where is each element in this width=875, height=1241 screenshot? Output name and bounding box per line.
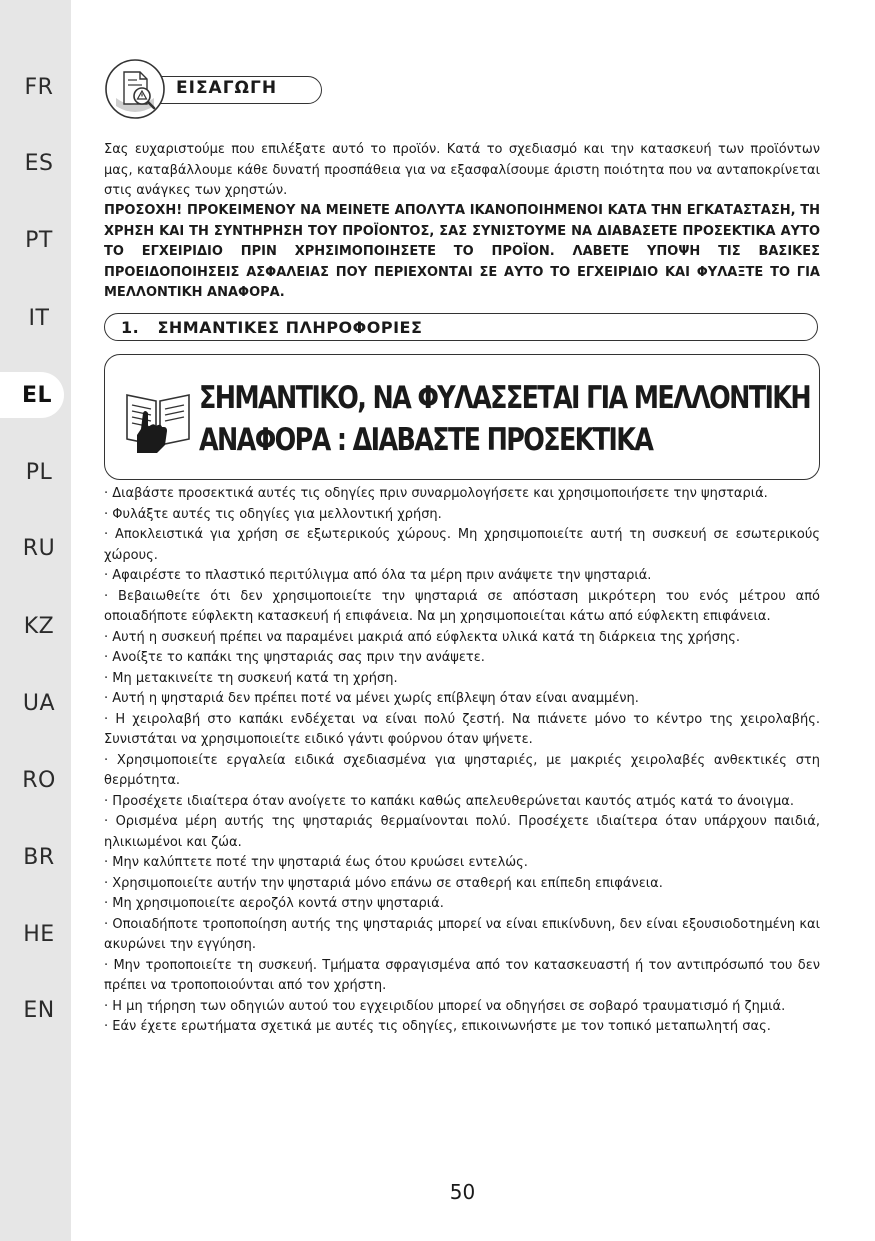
list-item: · Αποκλειστικά για χρήση σε εξωτερικούς χώρους. Μη χρησιμοποιείτε αυτή τη συσκευή σε εσωτερικούς χώρους. <box>104 527 820 563</box>
lang-tab-br[interactable]: BR <box>23 844 55 870</box>
section-number: 1. <box>121 318 140 337</box>
list-item: · Οποιαδήποτε τροποποίηση αυτής της ψησταριάς μπορεί να είναι επικίνδυνη, δεν είναι εξουσιοδοτημένη και ακυρώνει την εγγύηση. <box>104 916 820 952</box>
lang-tab-el-active[interactable]: EL <box>0 372 64 418</box>
section-heading <box>104 313 818 341</box>
intro-paragraph: Σας ευχαριστούμε που επιλέξατε αυτό το προϊόν. Κατά το σχεδιασμό και την κατασκευή των προϊόντων μας, καταβάλλουμε κάθε δυνατή προσπάθεια για να εξασφαλίσουμε άριστη ποιότητα που να ανταποκρίνεται στις ανάγκες των χρηστών. <box>104 142 820 198</box>
language-sidebar <box>0 0 71 1241</box>
lang-tab-ro[interactable]: RO <box>22 767 56 793</box>
intro-header <box>104 58 324 120</box>
lang-tab-he[interactable]: HE <box>23 921 55 947</box>
lang-tab-fr[interactable]: FR <box>24 74 54 100</box>
list-item: · Ανοίξτε το καπάκι της ψησταριάς σας πριν την ανάψετε. <box>104 650 485 665</box>
lang-tab-ru[interactable]: RU <box>22 535 56 561</box>
lang-tab-it[interactable]: IT <box>28 305 50 331</box>
list-item: · Μην καλύπτετε ποτέ την ψησταριά έως ότου κρυώσει εντελώς. <box>104 855 528 870</box>
list-item: · Η μη τήρηση των οδηγιών αυτού του εγχειριδίου μπορεί να οδηγήσει σε σοβαρό τραυματισμό ή ζημιά. <box>104 998 786 1014</box>
safety-instructions-list <box>104 484 820 1038</box>
list-item: · Ορισμένα μέρη αυτής της ψησταριάς θερμαίνονται πολύ. Προσέχετε ιδιαίτερα όταν υπάρχουν παιδιά, ηλικιωμένοι και ζώα. <box>104 814 820 850</box>
list-item: · Αυτή η συσκευή πρέπει να παραμένει μακριά από εύφλεκτα υλικά κατά τη διάρκεια της χρήσης. <box>104 629 740 645</box>
list-item: · Μην τροποποιείτε τη συσκευή. Τμήματα σφραγισμένα από τον κατασκευαστή ή τον αντιπρόσωπό του δεν πρέπει να τροποποιούνται από τον χρήστη. <box>104 957 820 993</box>
section-title <box>121 318 422 337</box>
list-item: · Χρησιμοποιείτε αυτήν την ψησταριά μόνο επάνω σε σταθερή και επίπεδη επιφάνεια. <box>104 875 663 891</box>
section-label: ΣΗΜΑΝΤΙΚΕΣ ΠΛΗΡΟΦΟΡΙΕΣ <box>157 318 423 337</box>
lang-tab-es[interactable]: ES <box>24 150 54 176</box>
list-item: · Εάν έχετε ερωτήματα σχετικά με αυτές τις οδηγίες, επικοινωνήστε με τον τοπικό μεταπωλητή σας. <box>104 1019 771 1034</box>
document-warning-icon <box>104 58 166 120</box>
important-notice-box <box>104 354 820 480</box>
lang-tab-pt[interactable]: PT <box>25 227 53 253</box>
read-manual-icon <box>123 383 193 453</box>
important-notice-text <box>199 377 810 461</box>
page-number: 50 <box>449 1180 476 1204</box>
lang-tab-pl[interactable]: PL <box>25 459 53 485</box>
list-item: · Μη μετακινείτε τη συσκευή κατά τη χρήση. <box>104 670 398 686</box>
lang-tab-ua[interactable]: UA <box>22 690 56 716</box>
list-item: · Προσέχετε ιδιαίτερα όταν ανοίγετε το καπάκι καθώς απελευθερώνεται καυτός ατμός κατά το άνοιγμα. <box>104 793 794 809</box>
list-item: · Φυλάξτε αυτές τις οδηγίες για μελλοντική χρήση. <box>104 506 442 522</box>
important-notice-line-1: ΣΗΜΑΝΤΙΚΟ, ΝΑ ΦΥΛΑΣΣΕΤΑΙ ΓΙΑ ΜΕΛΛΟΝΤΙΚΗ <box>199 380 810 416</box>
list-item: · Χρησιμοποιείτε εργαλεία ειδικά σχεδιασμένα για ψησταριές, με μακριές χειρολαβές ανθεκτικές στη θερμότητα. <box>104 752 820 788</box>
lang-tab-en[interactable]: EN <box>23 997 55 1023</box>
lang-tab-kz[interactable]: KZ <box>23 613 55 639</box>
list-item: · Η χειρολαβή στο καπάκι ενδέχεται να είναι πολύ ζεστή. Να πιάνετε μόνο το κέντρο της χειρολαβής. Συνιστάται να χρησιμοποιείτε ειδικό γάντι φούρνου όταν ψήνετε. <box>104 711 820 747</box>
list-item: · Διαβάστε προσεκτικά αυτές τις οδηγίες πριν συναρμολογήσετε και χρησιμοποιήσετε την ψησταριά. <box>104 486 768 501</box>
list-item: · Βεβαιωθείτε ότι δεν χρησιμοποιείτε την ψησταριά σε απόσταση μικρότερη του ενός μέτρου από οποιαδήποτε εύφλεκτη κατασκευή ή επιφάνεια. Να μη χρησιμοποιείται κάτω από εύφλεκτη επιφάνεια. <box>104 588 820 624</box>
list-item: · Μη χρησιμοποιείτε αεροζόλ κοντά στην ψησταριά. <box>104 896 444 911</box>
intro-title: ΕΙΣΑΓΩΓΗ <box>176 78 278 98</box>
important-notice-line-2: ΑΝΑΦΟΡΑ : ΔΙΑΒΑΣΤΕ ΠΡΟΣΕΚΤΙΚΑ <box>199 422 653 458</box>
intro-warning-paragraph: ΠΡΟΣΟΧΗ! ΠΡΟΚΕΙΜΕΝΟΥ ΝΑ ΜΕΙΝΕΤΕ ΑΠΟΛΥΤΑ ΙΚΑΝΟΠΟΙΗΜΕΝΟΙ ΚΑΤΑ ΤΗΝ ΕΓΚΑΤΑΣΤΑΣΗ, ΤΗ ΧΡΗΣΗ ΚΑΙ ΤΗ ΣΥΝΤΗΡΗΣΗ ΤΟΥ ΠΡΟΪΟΝΤΟΣ, ΣΑΣ ΣΥΝΙΣΤΟΥΜΕ ΝΑ ΔΙΑΒΑΣΕΤΕ ΠΡΟΣΕΚΤΙΚΑ ΑΥΤΟ ΤΟ ΕΓΧΕΙΡΙΔΙΟ ΠΡΙΝ ΧΡΗΣΙΜΟΠΟΙΗΣΕΤΕ ΤΟ ΠΡΟΪΟΝ. ΛΑΒΕΤΕ ΥΠΟΨΗ ΤΙΣ ΒΑΣΙΚΕΣ ΠΡΟΕΙΔΟΠΟΙΗΣΕΙΣ ΑΣΦΑΛΕΙΑΣ ΠΟΥ ΠΕΡΙΕΧΟΝΤΑΙ ΣΕ ΑΥΤΟ ΤΟ ΕΓΧΕΙΡΙΔΙΟ ΚΑΙ ΦΥΛΑΞΤΕ ΤΟ ΓΙΑ ΜΕΛΛΟΝΤΙΚΗ ΑΝΑΦΟΡΑ. <box>104 203 820 300</box>
list-item: · Αυτή η ψησταριά δεν πρέπει ποτέ να μένει χωρίς επίβλεψη όταν είναι αναμμένη. <box>104 691 639 706</box>
list-item: · Αφαιρέστε το πλαστικό περιτύλιγμα από όλα τα μέρη πριν ανάψετε την ψησταριά. <box>104 568 652 583</box>
